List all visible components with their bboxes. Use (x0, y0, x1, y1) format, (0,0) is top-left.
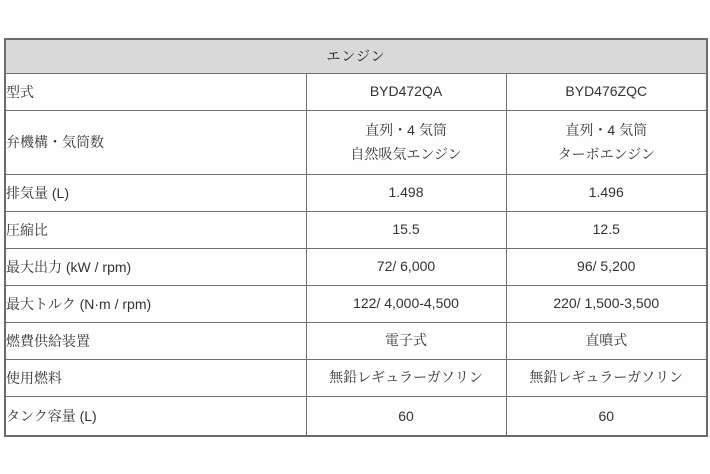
row-label: 燃費供給装置 (5, 322, 306, 359)
value-line: 60 (598, 407, 615, 424)
value-line: 15.5 (392, 221, 420, 238)
table-row (5, 73, 707, 110)
row-value (306, 248, 506, 285)
value-line: 1.496 (588, 184, 624, 201)
table-row (5, 396, 707, 436)
value-line: 自然吸気エンジン (350, 146, 462, 162)
row-value (506, 359, 707, 396)
row-value (506, 285, 707, 322)
value-line: 1.498 (388, 184, 424, 201)
value-line: 12.5 (592, 221, 620, 238)
value-line: 無鉛レギュラーガソリン (529, 369, 684, 386)
row-value (306, 110, 506, 174)
row-value (506, 73, 707, 110)
table-row (5, 110, 707, 174)
value-line: 72/ 6,000 (376, 258, 436, 275)
value-line: 122/ 4,000-4,500 (353, 295, 459, 312)
row-value (306, 322, 506, 359)
table-body (5, 73, 707, 436)
table-title: エンジン (5, 39, 707, 73)
value-line: ターボエンジン (557, 146, 655, 162)
row-value (306, 285, 506, 322)
row-label: 弁機構・気筒数 (5, 110, 306, 174)
table-row (5, 285, 707, 322)
value-line: 直列・4 気筒 (565, 121, 648, 138)
row-value (306, 174, 506, 211)
row-value (306, 73, 506, 110)
row-value (506, 174, 707, 211)
row-value (306, 396, 506, 436)
table-row (5, 322, 707, 359)
row-label: 排気量 (L) (5, 174, 306, 211)
value-line: BYD476ZQC (565, 83, 648, 100)
row-value (506, 396, 707, 436)
row-value (306, 359, 506, 396)
row-value (506, 248, 707, 285)
table-row (5, 248, 707, 285)
row-value (306, 211, 506, 248)
value-line: 96/ 5,200 (577, 258, 636, 275)
row-value (506, 322, 707, 359)
row-value (506, 211, 707, 248)
table-row (5, 211, 707, 248)
table-row (5, 174, 707, 211)
table-header-row (5, 39, 707, 73)
value-line: 60 (398, 407, 414, 424)
row-label: 使用燃料 (5, 359, 306, 396)
value-line: BYD472QA (369, 83, 443, 100)
value-line: 無鉛レギュラーガソリン (329, 369, 483, 386)
row-value (506, 110, 707, 174)
row-label: 最大出力 (kW / rpm) (5, 248, 306, 285)
row-label: 型式 (5, 73, 306, 110)
table-row (5, 359, 707, 396)
engine-spec-table (4, 38, 708, 437)
value-line: 電子式 (385, 332, 427, 349)
row-label: 圧縮比 (5, 211, 306, 248)
value-line: 直列・4 気筒 (365, 121, 447, 138)
value-line: 220/ 1,500-3,500 (553, 295, 660, 312)
row-label: 最大トルク (N·m / rpm) (5, 285, 306, 322)
value-line: 直噴式 (585, 332, 628, 349)
row-label: タンク容量 (L) (5, 396, 306, 436)
